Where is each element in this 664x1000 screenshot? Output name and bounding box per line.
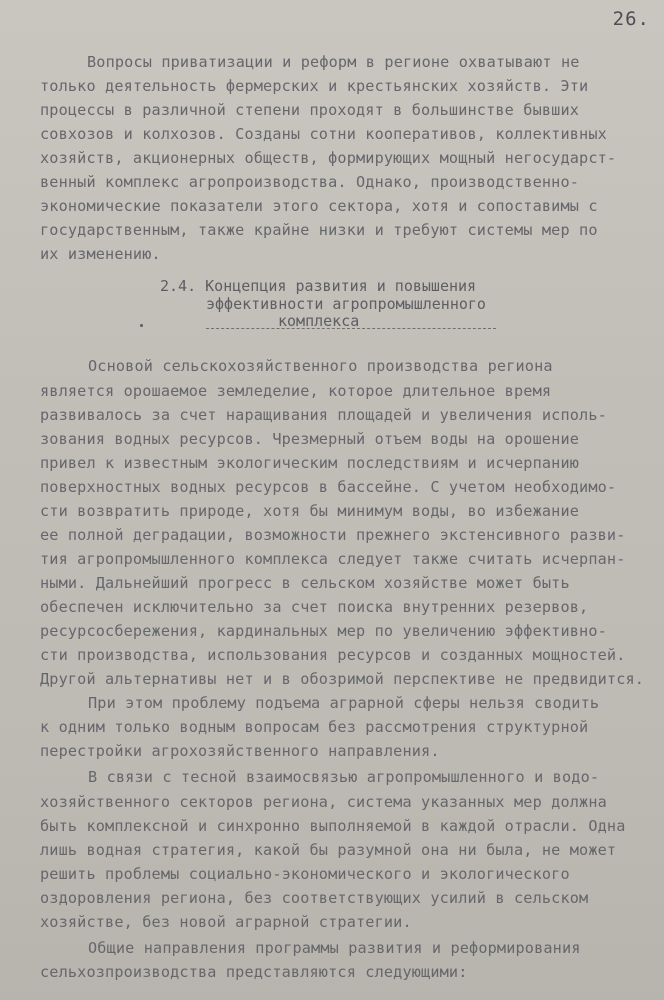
heading-line-1: 2.4. Концепция развития и повышения — [160, 277, 477, 295]
text-line: Общие направления программы развития и реформирования — [88, 939, 581, 957]
text-line: совхозов и колхозов. Созданы сотни кооперативов, коллективных — [40, 125, 607, 143]
text-line: хозяйстве, без новой аграрной стратегии. — [40, 913, 412, 931]
page-number: 26. — [612, 8, 650, 30]
text-line: венный комплекс агропроизводства. Однако, производственно- — [40, 173, 580, 191]
text-line: При этом проблему подъема аграрной сферы нельзя сводить — [88, 694, 600, 712]
text-line: Вопросы приватизации и реформ в регионе охватывают не — [87, 53, 580, 71]
text-line: зования водных ресурсов. Чрезмерный отъем воды на орошение — [40, 430, 580, 448]
text-line: сельхозпроизводства представляются следующими: — [40, 963, 468, 981]
text-line: их изменению. — [40, 245, 161, 263]
text-line: к одним только водным вопросам без рассмотрения структурной — [40, 718, 589, 736]
text-line: Другой альтернативы нет и в обозримой перспективе не предвидится. — [40, 670, 645, 688]
text-line: государственным, также крайне низки и требуют системы мер по — [40, 221, 598, 239]
text-line: перестройки агрохозяйственного направления. — [40, 742, 440, 760]
ink-dot — [140, 324, 143, 327]
heading-line-2: эффективности агропромышленного — [206, 295, 486, 313]
text-line: развивалось за счет наращивания площадей и увеличения исполь- — [40, 406, 607, 424]
text-line: сти производства, использования ресурсов и созданных мощностей. — [40, 646, 626, 664]
text-line: ее полной деградации, возможности прежнего экстенсивного разви- — [40, 526, 626, 544]
text-line: экономические показатели этого сектора, хотя и сопоставимы с — [40, 197, 598, 215]
text-line: В связи с тесной взаимосвязью агропромышленного и водо- — [88, 768, 600, 786]
heading-underline — [206, 328, 496, 329]
text-line: процессы в различной степени проходят в большинстве бывших — [40, 101, 580, 119]
text-line: Основой сельскохозяйственного производства региона — [88, 357, 553, 375]
text-line: ресурсосбережения, кардинальных мер по увеличению эффективно- — [40, 622, 607, 640]
text-line: хозяйств, акционерных обществ, формирующих мощный негосударст- — [40, 149, 617, 167]
text-line: поверхностных водных ресурсов в бассейне. С учетом необходимо- — [40, 478, 617, 496]
text-line: быть комплексной и синхронно выполняемой в каждой отрасли. Одна — [40, 817, 626, 835]
text-line: решить проблемы социально-экономического и экологического — [40, 865, 570, 883]
text-line: оздоровления региона, без соответствующих усилий в сельском — [40, 889, 589, 907]
text-line: является орошаемое земледелие, которое длительное время — [40, 382, 552, 400]
text-line: лишь водная стратегия, какой бы разумной она ни была, не может — [40, 841, 617, 859]
text-line: привел к известным экологическим последствиям и исчерпанию — [40, 454, 580, 472]
text-line: обеспечен исключительно за счет поиска внутренних резервов, — [40, 598, 589, 616]
text-line: хозяйственного секторов региона, система указанных мер должна — [40, 793, 607, 811]
heading-line-3: комплекса — [278, 312, 360, 330]
text-line: сти возвратить природе, хотя бы минимум воды, во избежание — [40, 502, 580, 520]
text-line: тия агропромышленного комплекса следует также считать исчерпан- — [40, 550, 626, 568]
text-line: ными. Дальнейший прогресс в сельском хозяйстве может быть — [40, 574, 570, 592]
text-line: только деятельность фермерских и крестьянских хозяйств. Эти — [40, 77, 589, 95]
